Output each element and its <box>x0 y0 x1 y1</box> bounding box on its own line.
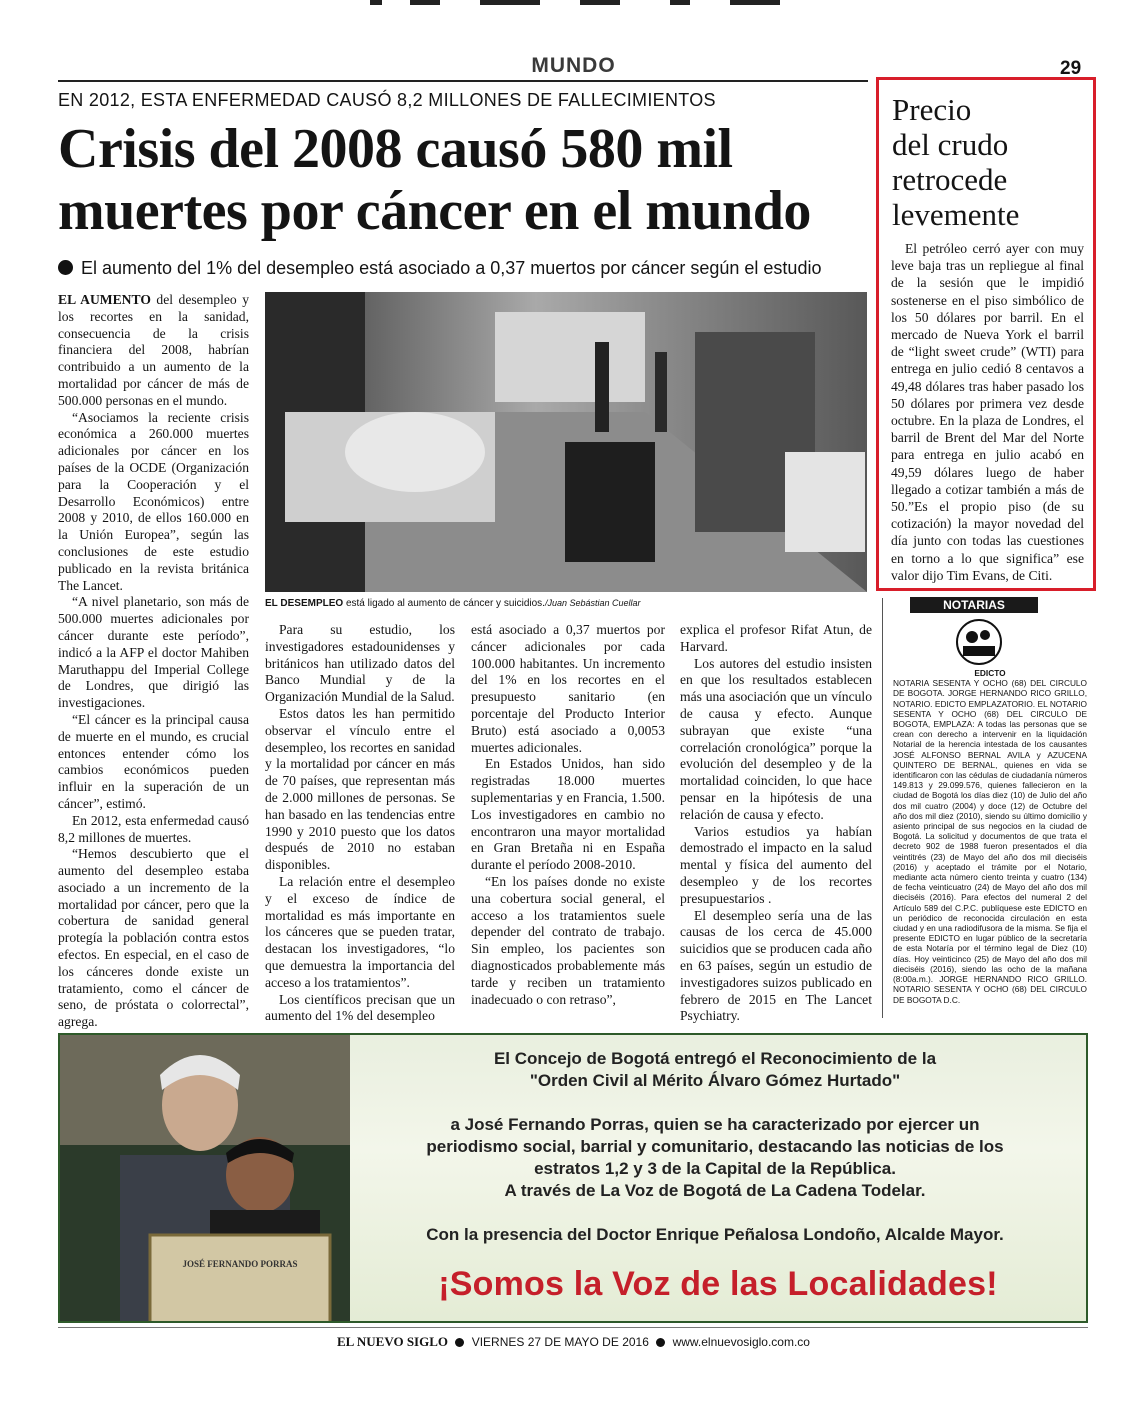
article-column-2 <box>265 622 455 1025</box>
ad-line: periodismo social, barrial y comunitario, destacando las noticias de los <box>426 1137 1004 1156</box>
paragraph: del desempleo y los recortes en la sanidad, consecuencia de la crisis financiera del 2008, habrían contribuido a un aumento de la mortalidad por cáncer de más de 500.000 personas en el mundo. <box>58 292 250 408</box>
photo-credit: /Juan Sebástian Cuellar <box>544 598 641 608</box>
footer-url[interactable]: www.elnuevosiglo.com.co <box>672 1335 810 1349</box>
paragraph: Los autores del estudio insisten en que los resultados establecen más una asociación que un vínculo de causa y efecto. Aunque subrayan que existe “una correlación cronológica” porque la evolución del desempleo y de la mortalidad coinciden, lo que hace pensar en la hipótesis de una relación de causa y efecto. <box>680 655 872 822</box>
bullet-icon <box>455 1338 464 1347</box>
caption-bold: EL DESEMPLEO <box>265 598 344 609</box>
lead-paragraph <box>58 292 249 410</box>
sidebar-paragraph: El petróleo cerró ayer con muy leve baja tras un repliegue al final de la sesión que le impidió sostenerse en el piso simbólico de los 50 dólares por barril. En el mercado de Nueva York el barril de “light sweet crude” (WTI) para entrega en julio cedió 8 centavos a 49,48 dólares tras haber pasado los 50 dólares por primera vez desde octubre. En la plaza de Londres, el barril de Brent del Mar del Norte para entrega en julio acabó en 49,59 dólares luego de haber llegado a cotizar también a más de 50.”Es el propio piso (de su cotización) la mayor novedad del día junto con todas las cuestiones en torno a lo que significa” ese valor dijo Tim Evans, de Citi. <box>891 241 1084 583</box>
article-column-1 <box>58 292 249 1081</box>
sidebar-body <box>891 240 1084 584</box>
bullet-icon <box>58 260 73 275</box>
ad-line: "Orden Civil al Mérito Álvaro Gómez Hurtado" <box>529 1071 901 1090</box>
footer-date: VIERNES 27 DE MAYO DE 2016 <box>471 1335 649 1349</box>
photo-caption <box>265 598 867 609</box>
deck-text: El aumento del 1% del desempleo está asociado a 0,37 muertos por cáncer según el estudio <box>81 258 822 278</box>
paragraph: Estos datos les han permitido observar el vínculo entre el desempleo, los recortes en sanidad y la mortalidad por cáncer en más de 70 países, que representan más de 2.000 millones de personas. Se han basado en las tendencias entre 1990 y 2010 puesto que los datos después de 2010 no estaban disponibles. <box>265 705 455 873</box>
paragraph: Los científicos precisan que un aumento del 1% del desempleo <box>265 991 455 1024</box>
lead-bold: EL AUMENTO <box>58 292 151 307</box>
sidebar-title-line: retrocede <box>892 162 1008 197</box>
edicto-notice <box>893 668 1087 1005</box>
ad-line: A través de La Voz de Bogotá de La Cadena Todelar. <box>504 1181 926 1200</box>
paragraph: Para su estudio, los investigadores estadounidenses y británicos han utilizado datos del Banco Mundial y de la Organización Mundial de la Salud. <box>265 622 455 705</box>
page-footer <box>0 1334 1147 1350</box>
hospital-photo <box>265 292 867 592</box>
award-photo <box>60 1035 350 1323</box>
paragraph: está asociado a 0,37 muertos por cáncer adicionales por cada 100.000 habitantes. Un incremento del 1% en los recortes en el presupuesto sanitario (en porcentaje del Producto Interior Bruto) está asociado a 0,0053 muertes adicionales. <box>471 622 665 755</box>
headline-line-1: Crisis del 2008 causó 580 mil <box>58 118 733 180</box>
edicto-heading: EDICTO <box>974 668 1006 678</box>
ad-text <box>358 1048 1072 1246</box>
newspaper-logo: EL NUEVO SIGLO <box>337 1334 449 1349</box>
ad-line: El Concejo de Bogotá entregó el Reconocimiento de la <box>493 1049 937 1068</box>
article-headline <box>58 118 868 242</box>
footer-rule <box>58 1327 1088 1328</box>
article-deck <box>58 258 868 279</box>
sidebar-title-line: Precio <box>892 92 972 127</box>
article-kicker: EN 2012, ESTA ENFERMEDAD CAUSÓ 8,2 MILLONES DE FALLECIMIENTOS <box>58 90 716 110</box>
ad-line: estratos 1,2 y 3 de la Capital de la República. <box>534 1159 896 1178</box>
hospital-corridor-image <box>265 292 867 592</box>
sidebar-title <box>892 92 1092 232</box>
bullet-icon <box>656 1338 665 1347</box>
sidebar-title-line: del crudo <box>892 127 1009 162</box>
paragraph: El desempleo sería una de las causas de los cerca de 45.000 suicidios que se producen cada año en 63 países, según un estudio de investigadores suizos publicado en febrero de 2015 en The Lancet Psychiatry. <box>680 907 872 1024</box>
article-column-4 <box>680 622 872 1025</box>
paragraph: explica el profesor Rifat Atun, de Harvard. <box>680 622 872 654</box>
sidebar-title-line: levemente <box>892 197 1020 232</box>
top-crop-marks <box>370 0 840 8</box>
paragraph: Varios estudios ya habían demostrado el impacto en la salud mental y física del aumento del desempleo y de los recortes presupuestarios . <box>680 823 872 906</box>
paragraph: “Asociamos la reciente crisis económica a 260.000 muertes adicionales por cáncer en los países de la OCDE (Organización para la Cooperación y el Desarrollo Económicos) entre 2008 y 2010, de ellos 160.000 en la Unión Europea”, según las conclusiones de este estudio publicado en la revista británica The Lancet. <box>58 409 249 593</box>
ad-line: a José Fernando Porras, quien se ha caracterizado por ejercer un <box>450 1115 980 1134</box>
caption-text: está ligado al aumento de cáncer y suicidios. <box>343 598 545 609</box>
column-divider <box>882 598 883 1018</box>
header-rule <box>58 80 868 82</box>
notarias-bar: NOTARIAS <box>910 597 1038 613</box>
paragraph: En Estados Unidos, han sido registradas 18.000 muertes suplementarias y en Francia, 1.500. Los investigadores en cambio no encontraron una mayor mortalidad en Gran Bretaña ni en España durante el período 2008-2010. <box>471 756 665 873</box>
ad-line: Con la presencia del Doctor Enrique Peñalosa Londoño, Alcalde Mayor. <box>426 1225 1004 1244</box>
notary-seal-icon <box>955 618 1003 666</box>
paragraph: La relación entre el desempleo y el exceso de índice de mortalidad es más importante en los cánceres que se pueden tratar, destacan los investigadores, “lo que demuestra la importancia del acceso a los tratamientos”. <box>265 873 455 990</box>
headline-line-2: muertes por cáncer en el mundo <box>58 180 811 242</box>
paragraph: En 2012, esta enfermedad causó 8,2 millones de muertes. <box>58 812 249 845</box>
article-column-3 <box>471 622 665 1008</box>
edicto-body: NOTARIA SESENTA Y OCHO (68) DEL CIRCULO DE BOGOTA. JORGE HERNANDO RICO GRILLO, NOTARIO. EDICTO EMPLAZATORIO. EL NOTARIO SESENTA Y OCHO (68) DEL CIRCULO DE BOGOTA, EMPLAZA: A todas las personas que se crean con derecho a intervenir en la liquidación Notarial de la herencia intestada de los causantes JOSÉ ALFONSO BERNAL AVILA y AZUCENA QUINTERO DE BERNAL, quienes en vida se identificaron con las cédulas de ciudadanía números 149.813 y 29.099.576, quienes fallecieron en la ciudad de Bogotá los días diez (10) de Julio del año dos mil cuatro (2004) y doce (12) de Octubre del año dos mil diez (2010), siendo su último domicilio y asiento principal de sus negocios en la ciudad de Bogotá. La solicitud y documentos de que trata el decreto 902 de 1988 fueron presentados el día veintitrés (23) de Mayo del año dos mil dieciséis (2016) y aceptado el trámite por el Notario, mediante acta número ciento treinta y cuatro (134) de fecha veinticuatro (24) de Mayo del año dos mil dieciséis (2016). Para efectos del numeral 2 del Artículo 589 del C.P.C. publíquese este EDICTO en un periódico de reconocida circulación en esta ciudad y en una radiodifusora de la misma. Se fija el presente EDICTO en lugar público de la secretaría de esta Notaría por el término legal de Diez (10) días. Hoy veinticinco (25) de Mayo del año dos mil dieciséis (2016), siendo las ocho de la mañana (8:00a.m.). JORGE HERNANDO RICO GRILLO. NOTARIO SESENTA Y OCHO (68) DEL CIRCULO DE BOGOTA D.C. <box>893 678 1087 1005</box>
section-label: MUNDO <box>531 54 616 77</box>
paragraph: “Hemos descubierto que el aumento del desempleo estaba asociado a un incremento de la mortalidad por cáncer, pero que la cobertura de sanidad general protegía la población contra estos efectos. En especial, en el caso de los cánceres donde existe un tratamiento, como el cáncer de seno, de próstata o colorrectal”, agrega. <box>58 846 249 1030</box>
paragraph: “El cáncer es la principal causa de muerte en el mundo, es crucial entonces entender cómo los cambios económicos pueden influir en la superación de un cáncer”, estimó. <box>58 711 249 811</box>
diploma-name: JOSÉ FERNANDO PORRAS <box>182 1259 298 1269</box>
paragraph: “A nivel planetario, son más de 500.000 muertes adicionales por cáncer durante este período”, indicó a la AFP el doctor Mahiben Maruthappu del Imperial College de Londres, que dirigió las investigaciones. <box>58 594 249 711</box>
ad-slogan: ¡Somos la Voz de las Localidades! <box>438 1265 998 1303</box>
page-number: 29 <box>1060 58 1082 79</box>
paragraph: “En los países donde no existe una cobertura social general, el acceso a los tratamientos suele depender del contrato de trabajo. Sin empleo, los pacientes son diagnosticados probablemente más tarde y reciben un tratamiento inadecuado o con retraso”, <box>471 873 665 1007</box>
